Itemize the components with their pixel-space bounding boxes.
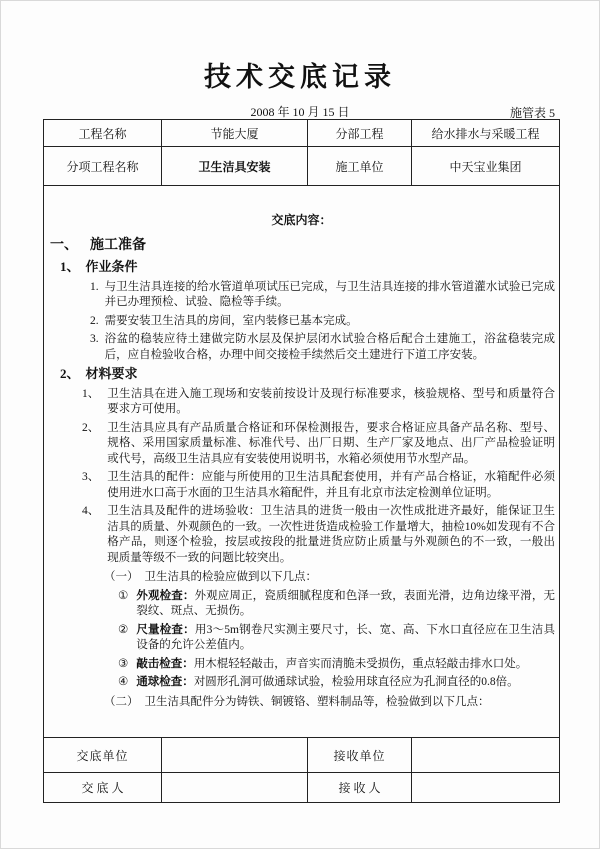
discloser-value [162, 773, 308, 803]
project-name-value: 节能大厦 [162, 120, 308, 147]
content-line [118, 589, 555, 620]
list-marker: 2. [90, 314, 99, 327]
document-table [43, 119, 560, 803]
content-text: 卫生洁具的配件：应能与所使用的卫生洁具配套使用，并有产品合格证，水箱配件必须使用进水口高于水面的卫生洁具水箱配件，并且有北京市法定检测单位证明。 [107, 471, 555, 499]
check-text: 外观应周正，瓷质细腻程度和色泽一致，表面光滑，边角边缘平滑，无裂纹、斑点、无损伤。 [136, 589, 555, 618]
info-row-1 [44, 120, 560, 147]
content-line [118, 657, 555, 673]
content-row [44, 186, 560, 738]
division-value: 给水排水与采暖工程 [412, 120, 560, 147]
check-text: 用木棍轻轻敲击，声音实而清脆未受损伤，重点轻敲击排水口处。 [193, 657, 528, 670]
list-marker: 1. [90, 280, 99, 293]
subitem-value: 卫生洁具安装 [162, 147, 308, 186]
section-heading [50, 238, 555, 254]
content-text [136, 623, 555, 654]
content-line [82, 387, 555, 418]
heading-text: 作业条件 [85, 259, 138, 275]
content-line [90, 314, 555, 330]
subitem-label: 分项工程名称 [44, 147, 162, 186]
content-line [118, 623, 555, 654]
subsection-heading [60, 366, 555, 382]
list-marker: 4、 [82, 505, 100, 518]
content-line [104, 570, 555, 586]
list-marker: ④ [118, 676, 129, 689]
content-text: 卫生洁具及配件的进场验收：卫生洁具的进货一般由一次性成批进齐最好，能保证卫生洁具的质量、外观颜色的一致。一次性进货造成检验工作量增大，抽检10%如发现有不合格产品，则逐个检验，按层或按段的批量进货应防止质量与外观颜色的不一致，一般出现质量等级不一致的问题比较突出。 [107, 505, 555, 564]
content-text: 卫生洁具的检验应做到以下几点： [144, 571, 317, 584]
contractor-value: 中天宝业集团 [412, 147, 560, 186]
check-text: 对圆形孔洞可做通球试验，检验用球直径应为孔洞直径的0.8倍。 [193, 676, 519, 689]
disclosing-unit-label: 交底单位 [44, 738, 162, 773]
receiver-label: 接 收 人 [308, 773, 412, 803]
list-marker: 2、 [82, 421, 100, 434]
meta-row [1, 103, 599, 119]
content-line [118, 675, 555, 691]
content-text [136, 589, 555, 620]
list-marker: （一） [104, 571, 139, 584]
list-marker: 2、 [60, 366, 80, 382]
footer-row-1 [44, 738, 560, 773]
check-type-label: 尺量检查： [136, 623, 195, 636]
list-marker: 一、 [50, 237, 78, 253]
heading-text: 施工准备 [90, 237, 146, 253]
list-marker: 1、 [82, 387, 100, 400]
content-line [82, 470, 555, 501]
content-line [104, 695, 555, 711]
content-text: 卫生洁具应具有产品质量合格证和环保检测报告，要求合格证应具备产品名称、型号、规格、采用国家质量标准、标准代号、出厂日期、生产厂家及地点、出厂产品检验证明或代号，高级卫生洁具应有安装使用说明书，水箱必须使用节水型产品。 [107, 421, 555, 465]
receiver-value [412, 773, 560, 803]
content-line [90, 332, 555, 363]
list-marker: 3、 [82, 471, 100, 484]
list-marker: ③ [118, 657, 129, 670]
list-marker: （二） [104, 695, 139, 708]
footer-row-2 [44, 773, 560, 803]
check-text: 用3～5m钢卷尺实测主要尺寸，长、宽、高、下水口直径应在卫生洁具设备的允许公差值内。 [136, 623, 556, 652]
check-type-label: 外观检查： [136, 589, 195, 602]
content-line [82, 504, 555, 566]
content-line [82, 421, 555, 468]
division-label: 分部工程 [308, 120, 412, 147]
content-line [90, 280, 555, 311]
content-cell [44, 186, 560, 738]
content-text [136, 675, 555, 691]
content-text: 卫生洁具在进入施工现场和安装前按设计及现行标准要求，核验规格、型号和质量符合要求方可使用。 [107, 387, 555, 416]
list-marker: ② [118, 623, 129, 636]
list-marker: ① [118, 589, 129, 602]
contractor-label: 施工单位 [308, 147, 412, 186]
content-text: 浴盆的稳装应待土建做完防水层及保护层闭水试验合格后配合土建施工，浴盆稳装完成后，应自检验收合格，办理中间交接检手续然后交土建进行下道工序安装。 [104, 333, 555, 361]
receiving-unit-label: 接收单位 [308, 738, 412, 773]
disclosing-unit-value [162, 738, 308, 773]
content-text: 卫生洁具配件分为铸铁、铜镀铬、塑料制品等，检验做到以下几点： [144, 695, 490, 708]
project-name-label: 工程名称 [44, 120, 162, 147]
content-text [136, 657, 555, 673]
list-marker: 1、 [60, 259, 80, 275]
heading-text: 材料要求 [85, 366, 138, 382]
content-text: 与卫生洁具连接的给水管道单项试压已完成，与卫生洁具连接的排水管道灌水试验已完成并已办理预检、试验、隐检等手续。 [104, 280, 555, 309]
info-row-2 [44, 147, 560, 186]
content-label: 交底内容： [271, 212, 332, 227]
form-number: 施管表 5 [509, 106, 555, 120]
check-type-label: 敲击检查： [136, 657, 194, 670]
check-type-label: 通球检查： [136, 676, 194, 689]
receiving-unit-value [412, 738, 560, 773]
subsection-heading [60, 259, 555, 275]
list-marker: 3. [90, 333, 99, 346]
document-title: 技术交底记录 [204, 62, 396, 92]
document-date: 2008 年 10 月 15 日 [250, 105, 350, 119]
discloser-label: 交 底 人 [44, 773, 162, 803]
content-text: 需要安装卫生洁具的房间，室内装修已基本完成。 [104, 314, 358, 327]
